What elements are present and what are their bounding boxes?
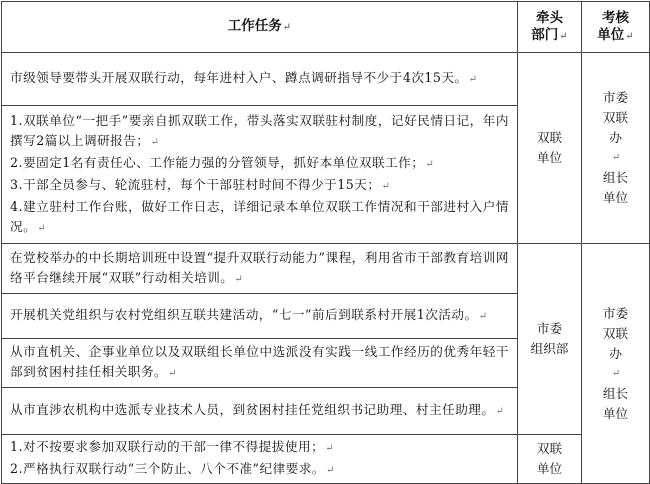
paragraph-mark: ↵ bbox=[325, 465, 335, 476]
task-text: 在党校举办的中长期培训班中设置“提升双联行动能力”课程，利用省市干部教育培训网络平台继续开展“双联”行动相关培训。 bbox=[10, 249, 509, 285]
paragraph-mark: ↵ bbox=[282, 22, 292, 33]
task-line bbox=[10, 459, 509, 481]
dept-text: 单位 bbox=[536, 461, 563, 476]
paragraph-mark: ↵ bbox=[381, 180, 391, 192]
header-dept-line1: 牵头 bbox=[536, 9, 563, 26]
check-text: 单位 bbox=[602, 190, 629, 205]
header-check bbox=[582, 2, 650, 53]
check-text: 双联 bbox=[602, 325, 629, 341]
task-text: 1.对不按要求参加双联行动的干部一律不得提拔使用； bbox=[10, 439, 325, 454]
table-row bbox=[2, 435, 650, 484]
dept-text: 市委 bbox=[536, 321, 563, 336]
dept-text: 组织部 bbox=[530, 341, 569, 356]
paragraph-mark: ↵ bbox=[468, 74, 478, 85]
task-line bbox=[10, 111, 509, 153]
header-check-line1: 考核 bbox=[602, 9, 629, 26]
paragraph-mark: ↵ bbox=[425, 158, 435, 170]
paragraph-mark: ↵ bbox=[234, 273, 244, 285]
paragraph-mark: ↵ bbox=[478, 311, 488, 322]
dept-cell-shuanglian-1 bbox=[518, 53, 582, 244]
check-text: 市委 bbox=[602, 305, 629, 321]
task-line bbox=[10, 153, 509, 175]
task-cell-2 bbox=[2, 106, 518, 244]
paragraph-mark: ↵ bbox=[150, 136, 160, 148]
paragraph-mark: ↵ bbox=[168, 368, 178, 379]
paragraph-mark: ↵ bbox=[559, 30, 568, 42]
dept-text: 单位 bbox=[536, 150, 563, 165]
header-task-label: 工作任务 bbox=[227, 18, 282, 34]
task-line bbox=[10, 437, 509, 459]
paragraph-mark: ↵ bbox=[37, 222, 47, 234]
header-dept bbox=[518, 2, 582, 53]
header-dept-line2: 部门 bbox=[531, 26, 559, 43]
header-task bbox=[2, 2, 518, 53]
check-text: 双联 bbox=[602, 110, 629, 125]
task-cell-1 bbox=[2, 53, 518, 106]
task-text: 2.严格执行双联行动“三个防止、八个不准”纪律要求。 bbox=[10, 461, 325, 476]
check-cell-top bbox=[582, 53, 650, 244]
table-row bbox=[2, 53, 650, 106]
task-text: 4.建立驻村工作台账，做好工作日志，详细记录本单位双联工作情况和干部进村入户情况。 bbox=[10, 198, 509, 234]
check-text: 组长 bbox=[602, 385, 629, 401]
paragraph-mark: ↵ bbox=[611, 367, 621, 379]
table-header-row bbox=[2, 2, 650, 53]
header-check-line2: 单位 bbox=[597, 26, 625, 43]
task-line bbox=[10, 175, 509, 197]
task-cell-6 bbox=[2, 388, 518, 435]
paragraph-mark: ↵ bbox=[495, 406, 505, 417]
paragraph-mark: ↵ bbox=[611, 152, 621, 163]
dept-cell-shuanglian-2 bbox=[518, 435, 582, 484]
table-row bbox=[2, 244, 650, 294]
task-cell-4 bbox=[2, 294, 518, 339]
check-cell-bottom bbox=[582, 244, 650, 484]
task-text: 1.双联单位“一把手”要亲自抓双联工作，带头落实双联驻村制度，记好民情日记，年内撰写2篇以上调研报告； bbox=[10, 112, 509, 148]
task-text: 从市直机关、企事业单位以及双联组长单位中选派没有实践一线工作经历的优秀年轻干部到贫困村挂任相关职务。 bbox=[10, 344, 509, 379]
task-text: 3.干部全员参与、轮流驻村，每个干部驻村时间不得少于15天； bbox=[10, 176, 381, 192]
task-cell-3 bbox=[2, 244, 518, 294]
task-line bbox=[10, 197, 509, 239]
check-text: 单位 bbox=[602, 405, 629, 421]
check-text: 组长 bbox=[602, 170, 629, 185]
task-table bbox=[1, 1, 650, 484]
task-text: 开展机关党组织与农村党组织互联共建活动，“七一”前后到联系村开展1次活动。 bbox=[10, 307, 478, 322]
task-cell-5 bbox=[2, 339, 518, 388]
paragraph-mark: ↵ bbox=[625, 30, 634, 42]
task-text: 市级领导要带头开展双联行动，每年进村入户、蹲点调研指导不少于4次15天。 bbox=[10, 70, 468, 85]
paragraph-mark: ↵ bbox=[325, 443, 335, 454]
dept-text: 双联 bbox=[536, 441, 563, 456]
dept-cell-zuzhibu bbox=[518, 244, 582, 435]
check-text: 办 bbox=[609, 130, 622, 145]
task-cell-7 bbox=[2, 435, 518, 484]
task-text: 从市直涉农机构中选派专业技术人员，到贫困村挂任党组织书记助理、村主任助理。 bbox=[10, 402, 495, 417]
check-text: 办 bbox=[609, 345, 622, 361]
check-text: 市委 bbox=[602, 90, 629, 105]
task-text: 2.要固定1名有责任心、工作能力强的分管领导，抓好本单位双联工作； bbox=[10, 154, 425, 170]
dept-text: 双联 bbox=[536, 130, 563, 145]
